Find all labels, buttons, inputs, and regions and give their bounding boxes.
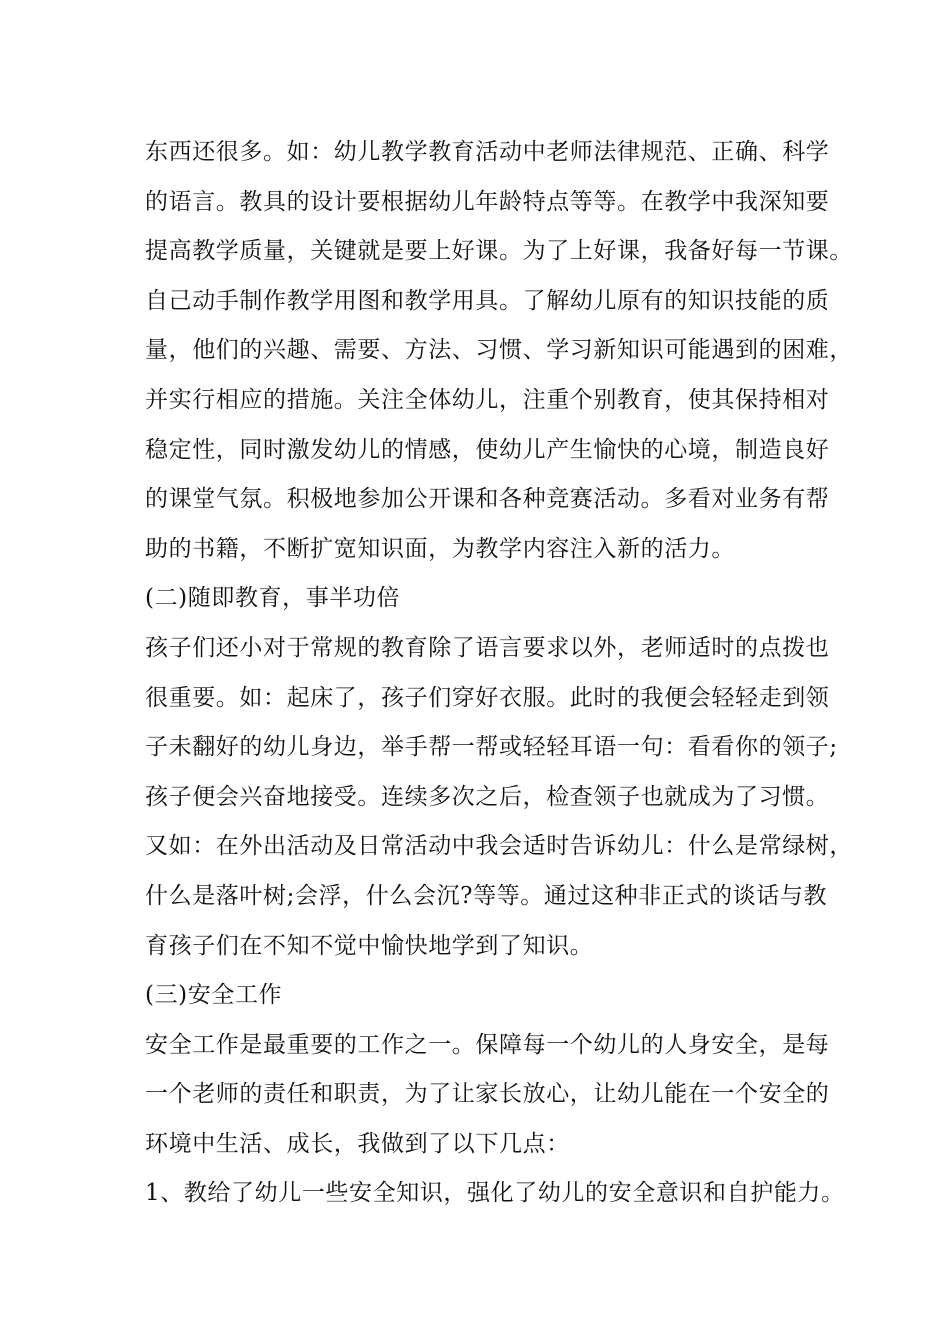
text-line: 提高教学质量，关键就是要上好课。为了上好课，我备好每一节课。 <box>145 238 853 265</box>
text-line: 东西还很多。如：幼儿教学教育活动中老师法律规范、正确、科学 <box>145 139 830 165</box>
text-line: 育孩子们在不知不觉中愉快地学到了知识。 <box>145 932 594 959</box>
section-heading: (二)随即教育，事半功倍 <box>145 585 401 612</box>
text-line: 的课堂气氛。积极地参加公开课和各种竞赛活动。多看对业务有帮 <box>145 486 830 513</box>
text-line: 子未翻好的幼儿身边，举手帮一帮或轻轻耳语一句：看看你的领子; <box>145 734 838 761</box>
text-line: 安全工作是最重要的工作之一。保障每一个幼儿的人身安全，是每 <box>145 1031 830 1058</box>
text-line: 稳定性，同时激发幼儿的情感，使幼儿产生愉快的心境，制造良好 <box>145 436 830 463</box>
text-line: 自己动手制作教学用图和教学用具。了解幼儿原有的知识技能的质 <box>145 287 830 314</box>
section-heading: (三)安全工作 <box>145 982 283 1009</box>
text-line: 助的书籍，不断扩宽知识面，为教学内容注入新的活力。 <box>145 535 735 562</box>
text-line: 的语言。教具的设计要根据幼儿年龄特点等等。在教学中我深知要 <box>145 188 830 215</box>
list-item: 1、教给了幼儿一些安全知识，强化了幼儿的安全意识和自护能力。 <box>145 1180 845 1207</box>
text-line: 又如：在外出活动及日常活动中我会适时告诉幼儿：什么是常绿树， <box>145 833 853 860</box>
text-line: 什么是落叶树;会浮，什么会沉?等等。通过这种非正式的谈话与教 <box>145 882 828 909</box>
text-line: 环境中生活、成长，我做到了以下几点： <box>145 1130 570 1157</box>
text-line: 很重要。如：起床了，孩子们穿好衣服。此时的我便会轻轻走到领 <box>145 684 830 711</box>
text-line: 并实行相应的措施。关注全体幼儿，注重个别教育，使其保持相对 <box>145 386 830 413</box>
document-body <box>145 128 853 1219</box>
text-line: 量，他们的兴趣、需要、方法、习惯、学习新知识可能遇到的困难， <box>145 337 853 364</box>
text-line: 一个老师的责任和职责，为了让家长放心，让幼儿能在一个安全的 <box>145 1081 830 1108</box>
text-line: 孩子便会兴奋地接受。连续多次之后，检查领子也就成为了习惯。 <box>145 783 830 810</box>
text-line: 孩子们还小对于常规的教育除了语言要求以外，老师适时的点拨也 <box>145 634 830 661</box>
